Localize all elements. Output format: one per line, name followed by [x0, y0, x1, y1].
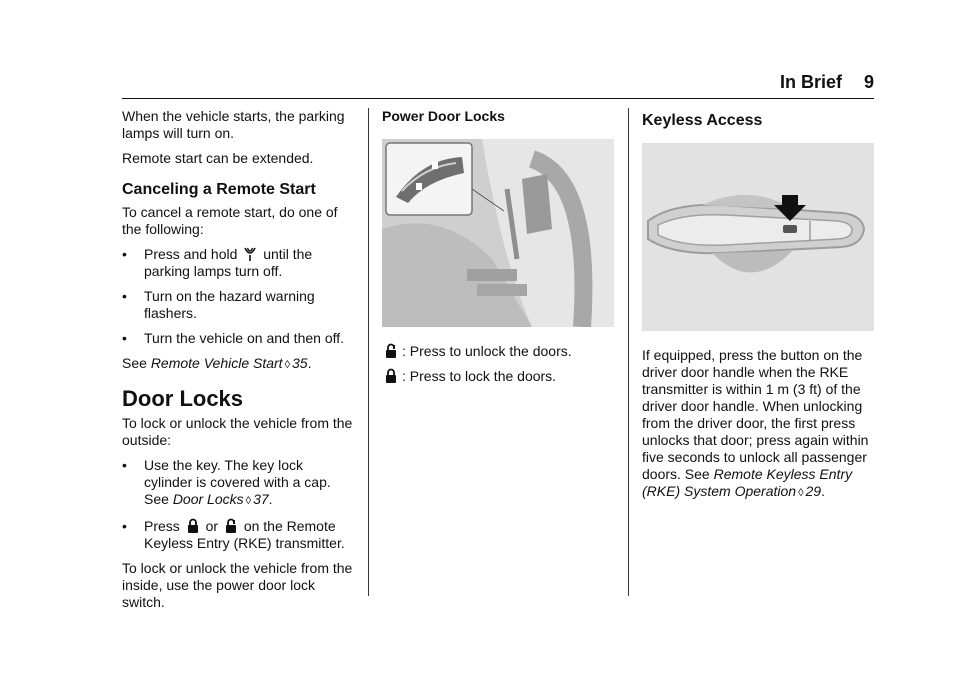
bullet-text: until the parking lamps turn off.	[144, 246, 313, 279]
unlock-icon	[224, 518, 238, 534]
bullet-glyph: •	[122, 330, 127, 346]
paragraph: To lock or unlock the vehicle from the outside:	[122, 415, 353, 448]
bullet-glyph: •	[122, 288, 127, 304]
page-number: 9	[863, 72, 874, 92]
see-text: See	[122, 355, 147, 371]
link-page-number[interactable]: 29	[805, 483, 822, 499]
bullet-text: Use the key. The key lock cylinder is covered with a cap. See	[144, 457, 331, 507]
paragraph: To lock or unlock the vehicle from the inside, use the power door lock switch.	[122, 560, 353, 610]
page-ref-icon: ◊	[284, 359, 291, 371]
section-name: In Brief	[779, 72, 842, 92]
bullet-text: on the Remote Keyless Entry (RKE) transmitter.	[144, 518, 345, 551]
list-item	[122, 457, 354, 510]
lock-caption	[382, 368, 614, 385]
caption-text: Press to lock the doors.	[409, 368, 557, 384]
bullet-text: Turn on the hazard warning flashers.	[144, 288, 315, 321]
bullet-text: Press	[144, 518, 180, 534]
subheading-canceling-remote-start: Canceling a Remote Start	[122, 181, 316, 198]
see-reference	[122, 355, 354, 374]
list-item	[122, 330, 354, 347]
page-ref-icon: ◊	[798, 487, 804, 499]
keyless-paragraph	[642, 347, 874, 502]
unlock-icon	[384, 343, 398, 359]
page-ref-icon: ◊	[245, 495, 252, 507]
period: .	[268, 491, 273, 507]
paragraph: Remote start can be extended.	[122, 150, 314, 166]
colon: :	[402, 343, 406, 359]
link-rke-system-operation[interactable]: Remote Keyless Entry (RKE) System Operation	[642, 466, 853, 499]
door-handle-illustration	[642, 143, 874, 331]
link-remote-vehicle-start[interactable]: Remote Vehicle Start	[150, 355, 283, 371]
bullet-glyph: •	[122, 518, 127, 534]
page-header	[122, 72, 874, 99]
lock-icon	[384, 368, 398, 384]
bullet-text: or	[205, 518, 219, 534]
caption-text: Press to unlock the doors.	[409, 343, 572, 359]
unlock-caption	[382, 343, 614, 360]
link-door-locks[interactable]: Door Locks	[172, 491, 244, 507]
door-interior-image	[382, 139, 614, 327]
bullet-glyph: •	[122, 246, 127, 262]
remote-start-icon	[243, 246, 257, 262]
list-item	[122, 518, 354, 552]
header-title	[780, 72, 874, 93]
list-item	[122, 246, 354, 280]
column-divider	[368, 108, 369, 596]
column-divider	[628, 108, 629, 596]
period: .	[307, 355, 312, 371]
lock-icon	[186, 518, 200, 534]
subheading-keyless-access: Keyless Access	[642, 112, 763, 129]
heading-door-locks: Door Locks	[122, 386, 244, 411]
bullet-text: Press and hold	[144, 246, 238, 262]
bullet-text: Turn the vehicle on and then off.	[144, 330, 345, 346]
colon: :	[402, 368, 406, 384]
period: .	[821, 483, 825, 499]
column-1	[122, 108, 354, 619]
column-3	[642, 108, 874, 510]
bullet-glyph: •	[122, 457, 127, 473]
power-door-lock-illustration	[382, 139, 614, 327]
list-item	[122, 288, 354, 322]
door-handle-image	[642, 143, 874, 331]
paragraph: When the vehicle starts, the parking lamps will turn on.	[122, 108, 345, 141]
paragraph-text: If equipped, press the button on the driver door handle when the RKE transmitter is within 1 m (3 ft) of the driver door handle. When unlocking from the driver door, the first press unlocks that door; press again within five seconds to unlock all passenger doors. See	[642, 347, 869, 482]
subheading-power-door-locks: Power Door Locks	[382, 108, 505, 124]
paragraph: To cancel a remote start, do one of the following:	[122, 204, 338, 237]
link-page-number[interactable]: 37	[253, 491, 269, 507]
column-2	[382, 108, 614, 393]
link-page-number[interactable]: 35	[292, 355, 308, 371]
